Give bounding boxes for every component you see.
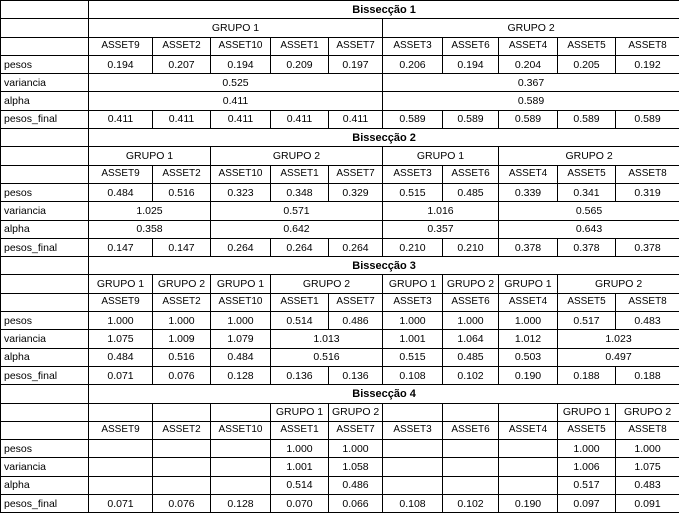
pesos-value: 0.341: [558, 183, 616, 201]
pesos-final-value: 0.102: [443, 366, 499, 384]
pesos-value: 0.514: [271, 312, 329, 330]
pesos-final-value: 0.378: [499, 238, 558, 256]
group-label: [499, 403, 558, 421]
asset-header: ASSET9: [89, 421, 153, 439]
asset-header: ASSET4: [499, 293, 558, 311]
pesos-final-value: 0.108: [383, 366, 443, 384]
alpha-value: [153, 476, 211, 494]
alpha-value: 0.515: [383, 348, 443, 366]
variancia-value: 0.565: [499, 202, 679, 220]
asset-header-row: [1, 37, 679, 55]
pesos-final-value: 0.102: [443, 495, 499, 513]
pesos-final-value: 0.210: [443, 238, 499, 256]
asset-header: ASSET3: [383, 37, 443, 55]
asset-header: ASSET1: [271, 165, 329, 183]
alpha-value: [499, 476, 558, 494]
row-label: alpha: [1, 348, 89, 366]
alpha-value: 0.411: [89, 92, 383, 110]
pesos-final-value: 0.210: [383, 238, 443, 256]
asset-header: ASSET6: [443, 421, 499, 439]
group-label: GRUPO 1: [383, 147, 499, 165]
variancia-value: 1.016: [383, 202, 499, 220]
group-header-row: [1, 275, 679, 293]
group-label: GRUPO 2: [499, 147, 679, 165]
row-label: pesos: [1, 440, 89, 458]
pesos-final-value: 0.188: [558, 366, 616, 384]
alpha-value: 0.642: [211, 220, 383, 238]
pesos-final-value: 0.589: [558, 110, 616, 128]
group-label: GRUPO 2: [271, 275, 383, 293]
asset-header: ASSET4: [499, 37, 558, 55]
group-label: [89, 403, 153, 421]
group-label: GRUPO 2: [558, 275, 679, 293]
asset-header: ASSET3: [383, 293, 443, 311]
alpha-value: 0.514: [271, 476, 329, 494]
asset-header: ASSET7: [329, 37, 383, 55]
asset-header: ASSET7: [329, 165, 383, 183]
alpha-value: 0.484: [89, 348, 153, 366]
pesos-row: [1, 183, 679, 201]
row-label: pesos: [1, 312, 89, 330]
asset-header: ASSET8: [616, 165, 679, 183]
asset-header: ASSET3: [383, 165, 443, 183]
pesos-final-value: 0.070: [271, 495, 329, 513]
asset-header: ASSET9: [89, 293, 153, 311]
asset-header: ASSET1: [271, 293, 329, 311]
pesos-value: 0.192: [616, 55, 679, 73]
pesos-value: 0.484: [89, 183, 153, 201]
variancia-value: 1.009: [153, 330, 211, 348]
alpha-row: [1, 92, 679, 110]
pesos-value: 0.206: [383, 55, 443, 73]
alpha-value: 0.357: [383, 220, 499, 238]
pesos-final-value: 0.128: [211, 495, 271, 513]
asset-header: ASSET2: [153, 293, 211, 311]
row-label-cell: [1, 257, 89, 275]
variancia-value: 1.023: [558, 330, 679, 348]
asset-header: ASSET5: [558, 165, 616, 183]
pesos-value: 0.485: [443, 183, 499, 201]
alpha-value: 0.643: [499, 220, 679, 238]
alpha-value: 0.486: [329, 476, 383, 494]
pesos-final-value: 0.091: [616, 495, 679, 513]
pesos-final-value: 0.108: [383, 495, 443, 513]
pesos-value: 1.000: [383, 312, 443, 330]
alpha-value: 0.503: [499, 348, 558, 366]
pesos-value: 1.000: [329, 440, 383, 458]
pesos-final-value: 0.589: [383, 110, 443, 128]
group-label: GRUPO 1: [271, 403, 329, 421]
pesos-final-value: 0.378: [616, 238, 679, 256]
alpha-value: [443, 476, 499, 494]
asset-header: ASSET5: [558, 293, 616, 311]
asset-header-row: [1, 421, 679, 439]
pesos-value: 0.483: [616, 312, 679, 330]
pesos-final-value: 0.136: [329, 366, 383, 384]
alpha-row: [1, 348, 679, 366]
pesos-final-value: 0.411: [329, 110, 383, 128]
alpha-value: 0.485: [443, 348, 499, 366]
group-label: GRUPO 1: [89, 19, 383, 37]
row-label: pesos_final: [1, 110, 89, 128]
alpha-value: [89, 476, 153, 494]
asset-header: ASSET6: [443, 165, 499, 183]
pesos-value: 0.515: [383, 183, 443, 201]
variancia-value: 1.006: [558, 458, 616, 476]
alpha-value: 0.516: [271, 348, 383, 366]
row-label: alpha: [1, 220, 89, 238]
group-label: GRUPO 1: [499, 275, 558, 293]
asset-header: ASSET3: [383, 421, 443, 439]
pesos-final-row: [1, 366, 679, 384]
pesos-value: 0.197: [329, 55, 383, 73]
group-label: GRUPO 1: [89, 275, 153, 293]
asset-header: ASSET10: [211, 37, 271, 55]
section-title: Bissecção 1: [89, 1, 679, 19]
section-title-row: [1, 385, 679, 403]
row-label: variancia: [1, 330, 89, 348]
pesos-final-value: 0.264: [329, 238, 383, 256]
pesos-value: 0.194: [211, 55, 271, 73]
pesos-value: 1.000: [499, 312, 558, 330]
group-label: GRUPO 2: [383, 19, 679, 37]
pesos-final-value: 0.147: [89, 238, 153, 256]
row-label: alpha: [1, 476, 89, 494]
variancia-value: 0.525: [89, 74, 383, 92]
variancia-value: [383, 458, 443, 476]
pesos-final-value: 0.136: [271, 366, 329, 384]
variancia-value: 0.367: [383, 74, 679, 92]
row-label: pesos: [1, 55, 89, 73]
asset-header: ASSET2: [153, 165, 211, 183]
pesos-final-value: 0.411: [271, 110, 329, 128]
pesos-final-value: 0.411: [153, 110, 211, 128]
asset-header: ASSET1: [271, 37, 329, 55]
pesos-final-row: [1, 238, 679, 256]
alpha-value: 0.589: [383, 92, 679, 110]
asset-header: ASSET7: [329, 293, 383, 311]
pesos-final-value: 0.589: [616, 110, 679, 128]
variancia-row: [1, 330, 679, 348]
variancia-value: [89, 458, 153, 476]
group-header-row: [1, 19, 679, 37]
asset-header: ASSET10: [211, 165, 271, 183]
asset-header: ASSET1: [271, 421, 329, 439]
alpha-value: [383, 476, 443, 494]
variancia-value: 1.058: [329, 458, 383, 476]
group-label: GRUPO 2: [211, 147, 383, 165]
pesos-row: [1, 312, 679, 330]
asset-header: ASSET8: [616, 37, 679, 55]
variancia-value: 1.012: [499, 330, 558, 348]
alpha-value: [211, 476, 271, 494]
pesos-value: 1.000: [558, 440, 616, 458]
pesos-value: [383, 440, 443, 458]
asset-header: ASSET2: [153, 37, 211, 55]
alpha-row: [1, 476, 679, 494]
variancia-value: 1.001: [383, 330, 443, 348]
pesos-final-value: 0.190: [499, 366, 558, 384]
pesos-value: 0.204: [499, 55, 558, 73]
variancia-value: 1.025: [89, 202, 211, 220]
row-label: variancia: [1, 202, 89, 220]
pesos-value: 0.323: [211, 183, 271, 201]
row-label: variancia: [1, 74, 89, 92]
asset-header: ASSET6: [443, 293, 499, 311]
pesos-value: 0.339: [499, 183, 558, 201]
row-label-cell: [1, 275, 89, 293]
pesos-value: [211, 440, 271, 458]
asset-header: ASSET8: [616, 293, 679, 311]
asset-header-row: [1, 293, 679, 311]
row-label: pesos_final: [1, 495, 89, 513]
group-label: [153, 403, 211, 421]
row-label: variancia: [1, 458, 89, 476]
group-header-row: [1, 403, 679, 421]
group-header-row: [1, 147, 679, 165]
variancia-value: 1.079: [211, 330, 271, 348]
variancia-row: [1, 202, 679, 220]
asset-header: ASSET4: [499, 421, 558, 439]
pesos-value: 0.207: [153, 55, 211, 73]
pesos-value: 1.000: [443, 312, 499, 330]
pesos-value: 1.000: [211, 312, 271, 330]
variancia-value: [499, 458, 558, 476]
variancia-value: 1.013: [271, 330, 383, 348]
pesos-value: 0.319: [616, 183, 679, 201]
row-label-cell: [1, 1, 89, 19]
section-title: Bissecção 2: [89, 129, 679, 147]
row-label: pesos_final: [1, 238, 89, 256]
row-label: pesos: [1, 183, 89, 201]
group-label: [383, 403, 443, 421]
section-title: Bissecção 3: [89, 257, 679, 275]
pesos-value: [153, 440, 211, 458]
alpha-row: [1, 220, 679, 238]
pesos-value: 0.205: [558, 55, 616, 73]
pesos-value: 0.486: [329, 312, 383, 330]
group-label: [211, 403, 271, 421]
pesos-value: 1.000: [271, 440, 329, 458]
row-label-cell: [1, 147, 89, 165]
pesos-value: [443, 440, 499, 458]
asset-header: ASSET10: [211, 293, 271, 311]
pesos-final-value: 0.071: [89, 366, 153, 384]
group-label: GRUPO 2: [329, 403, 383, 421]
pesos-row: [1, 440, 679, 458]
pesos-final-value: 0.147: [153, 238, 211, 256]
variancia-row: [1, 458, 679, 476]
variancia-value: [443, 458, 499, 476]
table-body: [1, 1, 679, 513]
asset-header: ASSET7: [329, 421, 383, 439]
group-label: GRUPO 1: [211, 275, 271, 293]
asset-header: ASSET2: [153, 421, 211, 439]
pesos-final-value: 0.188: [616, 366, 679, 384]
asset-header: ASSET9: [89, 37, 153, 55]
row-label-cell: [1, 293, 89, 311]
row-label-cell: [1, 403, 89, 421]
pesos-value: 1.000: [616, 440, 679, 458]
asset-header: ASSET9: [89, 165, 153, 183]
pesos-final-value: 0.411: [211, 110, 271, 128]
group-label: GRUPO 1: [558, 403, 616, 421]
pesos-final-value: 0.190: [499, 495, 558, 513]
pesos-final-value: 0.589: [443, 110, 499, 128]
row-label-cell: [1, 421, 89, 439]
pesos-final-value: 0.264: [211, 238, 271, 256]
pesos-final-value: 0.076: [153, 495, 211, 513]
variancia-value: 0.571: [211, 202, 383, 220]
pesos-value: 0.194: [89, 55, 153, 73]
row-label-cell: [1, 385, 89, 403]
pesos-value: [499, 440, 558, 458]
pesos-final-row: [1, 495, 679, 513]
asset-header: ASSET8: [616, 421, 679, 439]
pesos-final-value: 0.264: [271, 238, 329, 256]
row-label: pesos_final: [1, 366, 89, 384]
group-label: GRUPO 2: [616, 403, 679, 421]
alpha-value: 0.484: [211, 348, 271, 366]
pesos-final-value: 0.066: [329, 495, 383, 513]
alpha-value: 0.483: [616, 476, 679, 494]
asset-header: ASSET10: [211, 421, 271, 439]
pesos-final-value: 0.411: [89, 110, 153, 128]
group-label: [443, 403, 499, 421]
pesos-value: 0.348: [271, 183, 329, 201]
row-label-cell: [1, 129, 89, 147]
row-label: alpha: [1, 92, 89, 110]
group-label: GRUPO 1: [383, 275, 443, 293]
pesos-value: 0.329: [329, 183, 383, 201]
group-label: GRUPO 2: [153, 275, 211, 293]
variancia-value: 1.075: [89, 330, 153, 348]
pesos-final-value: 0.076: [153, 366, 211, 384]
pesos-final-value: 0.097: [558, 495, 616, 513]
pesos-value: 1.000: [89, 312, 153, 330]
alpha-value: 0.517: [558, 476, 616, 494]
alpha-value: 0.516: [153, 348, 211, 366]
pesos-final-value: 0.589: [499, 110, 558, 128]
variancia-row: [1, 74, 679, 92]
alpha-value: 0.358: [89, 220, 211, 238]
group-label: GRUPO 1: [89, 147, 211, 165]
asset-header: ASSET6: [443, 37, 499, 55]
section-title-row: [1, 129, 679, 147]
section-title-row: [1, 257, 679, 275]
pesos-value: 0.516: [153, 183, 211, 201]
alpha-value: 0.497: [558, 348, 679, 366]
asset-header: ASSET4: [499, 165, 558, 183]
pesos-value: 0.517: [558, 312, 616, 330]
variancia-value: 1.001: [271, 458, 329, 476]
group-label: GRUPO 2: [443, 275, 499, 293]
section-title-row: [1, 1, 679, 19]
row-label-cell: [1, 165, 89, 183]
row-label-cell: [1, 37, 89, 55]
asset-header: ASSET5: [558, 37, 616, 55]
pesos-row: [1, 55, 679, 73]
pesos-value: 0.194: [443, 55, 499, 73]
row-label-cell: [1, 19, 89, 37]
variancia-value: 1.064: [443, 330, 499, 348]
pesos-value: 1.000: [153, 312, 211, 330]
asset-header: ASSET5: [558, 421, 616, 439]
section-title: Bissecção 4: [89, 385, 679, 403]
variancia-value: [211, 458, 271, 476]
variancia-value: [153, 458, 211, 476]
variancia-value: 1.075: [616, 458, 679, 476]
pesos-final-value: 0.128: [211, 366, 271, 384]
pesos-value: 0.209: [271, 55, 329, 73]
pesos-final-value: 0.071: [89, 495, 153, 513]
pesos-value: [89, 440, 153, 458]
pesos-final-value: 0.378: [558, 238, 616, 256]
pesos-final-row: [1, 110, 679, 128]
asset-header-row: [1, 165, 679, 183]
